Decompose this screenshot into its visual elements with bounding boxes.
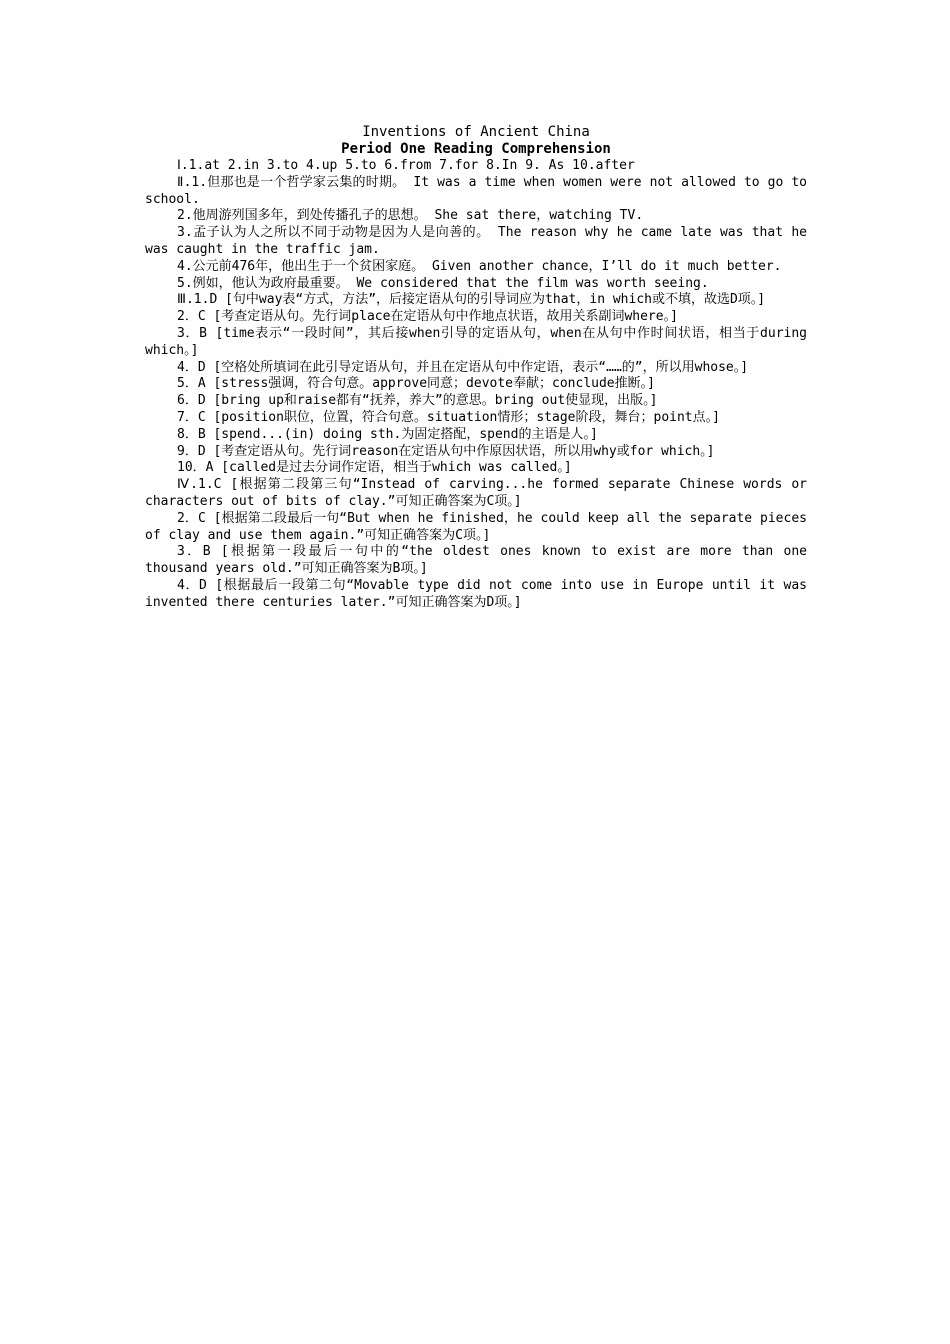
answer-3-9: 9．D [考查定语从句。先行词reason在定语从句中作原因状语，所以用why或for which。] (177, 443, 715, 459)
answer-2-2: 2.他周游列国多年，到处传播孔子的思想。 She sat there，watching TV. (177, 208, 644, 224)
answer-3-3: 3．B [time表示“一段时间”，其后接when引导的定语从句，when在从句中作时间状语，相当于during which。] (145, 325, 807, 358)
answer-3-4: 4．D [空格处所填词在此引导定语从句，并且在定语从句中作定语，表示“……的”，所以用whose。] (177, 359, 749, 375)
document-subtitle: Period One Reading Comprehension (341, 141, 611, 157)
answer-3-10: 10．A [called是过去分词作定语，相当于which was called。] (177, 460, 572, 476)
document-title: Inventions of Ancient China (362, 124, 590, 140)
answer-2-3: 3.孟子认为人之所以不同于动物是因为人是向善的。 The reason why he came late was that he was caught in the traffic jam. (145, 225, 807, 257)
answer-4-2: 2．C [根据第二段最后一句“But when he finished，he could keep all the separate pieces of clay and use them again.”可知正确答案为C项。] (145, 510, 807, 543)
answer-2-5: 5.例如，他认为政府最重要。 We considered that the film was worth seeing. (177, 275, 709, 291)
answer-2-4: 4.公元前476年，他出生于一个贫困家庭。 Given another chance，I’ll do it much better. (177, 258, 782, 274)
document-page (145, 124, 807, 612)
answer-3-7: 7．C [position职位，位置，符合句意。situation情形；stage阶段，舞台；point点。] (177, 409, 720, 425)
answer-3-1: Ⅲ.1.D [句中way表“方式，方法”，后接定语从句的引导词应为that，in which或不填，故选D项。] (177, 292, 766, 308)
answer-3-2: 2．C [考查定语从句。先行词place在定语从句中作地点状语，故用关系副词where。] (177, 309, 678, 325)
answer-2-1: Ⅱ.1.但那也是一个哲学家云集的时期。 It was a time when women were not allowed to go to school. (145, 174, 807, 207)
answer-section-1: Ⅰ.1.at 2.in 3.to 4.up 5.to 6.from 7.for 8.In 9. As 10.after (177, 158, 635, 173)
answer-3-6: 6．D [bring up和raise都有“抚养，养大”的意思。bring out使显现，出版。] (177, 393, 658, 409)
answer-3-5: 5．A [stress强调，符合句意。approve同意；devote奉献；conclude推断。] (177, 376, 655, 392)
answer-4-4: 4．D [根据最后一段第二句“Movable type did not come into use in Europe until it was invented there centuries later.”可知正确答案为D项。] (145, 577, 807, 610)
answer-3-8: 8．B [spend...(in) doing sth.为固定搭配，spend的主语是人。] (177, 426, 598, 442)
answer-4-3: 3．B [根据第一段最后一句中的“the oldest ones known to exist are more than one thousand years old.”可知正确答案为B项。] (145, 544, 807, 577)
answer-4-1: Ⅳ.1.C [根据第二段第三句“Instead of carving...he formed separate Chinese words or characters out of bits of clay.”可知正确答案为C项。] (145, 477, 807, 509)
